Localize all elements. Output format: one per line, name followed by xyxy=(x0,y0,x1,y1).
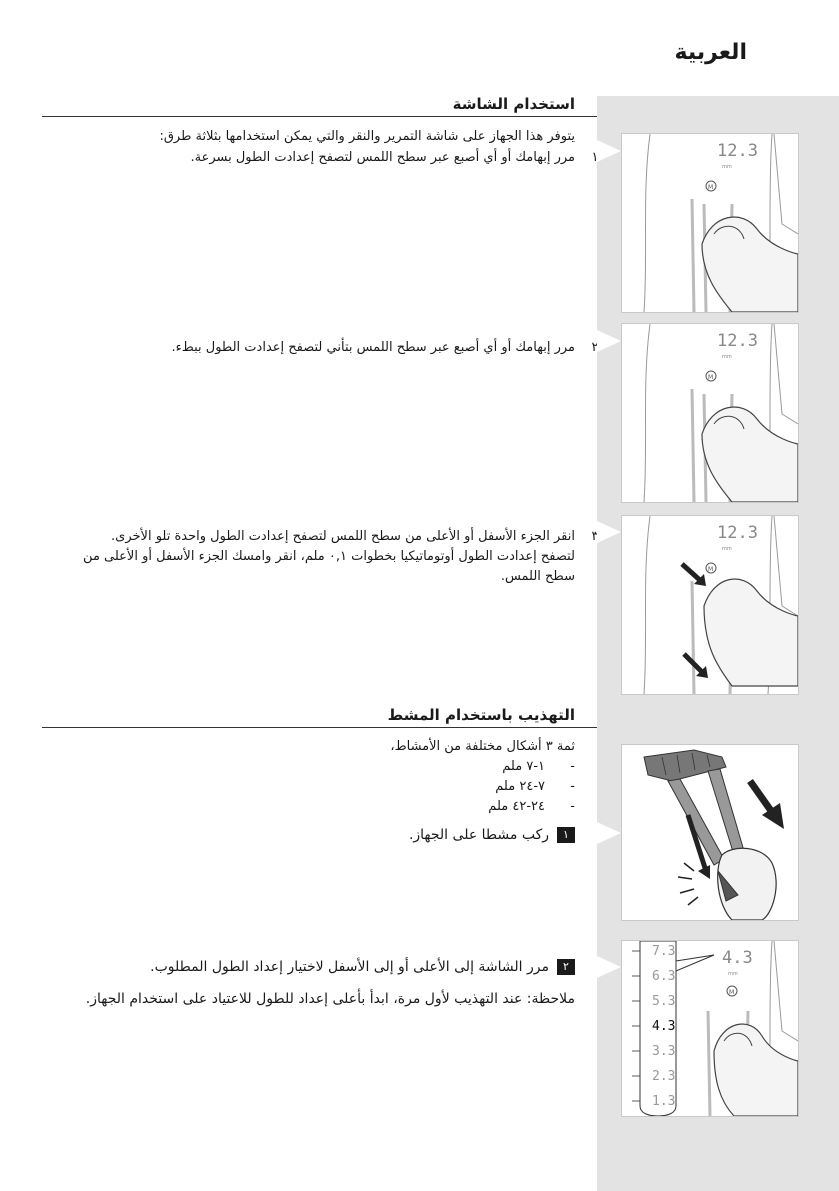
mode-icon: M xyxy=(729,989,735,996)
section-title-trimming-comb: التهذيب باستخدام المشط xyxy=(387,706,575,724)
display-unit: mm xyxy=(722,164,732,170)
comb-intro: ثمة ٣ أشكال مختلفة من الأمشاط، xyxy=(390,739,575,754)
section-rule xyxy=(42,116,597,117)
comb-step-1 xyxy=(55,825,575,845)
display-readout: 12.3 xyxy=(717,331,758,351)
step-number: ٢ xyxy=(591,340,599,355)
comb-range-item: - ٢٤-٤٢ ملم xyxy=(345,797,545,817)
comb-step-2 xyxy=(55,957,575,977)
pointer-triangle xyxy=(597,521,621,543)
step-number: ٣ xyxy=(591,529,599,544)
scale-value: 3.3 xyxy=(652,1044,676,1059)
intro-paragraph: يتوفر هذا الجهاز على شاشة التمرير والنقر والتي يمكن استخدامها بثلاثة طرق: xyxy=(159,129,575,144)
illustration-swipe-slow xyxy=(621,323,799,503)
mode-icon: M xyxy=(708,374,714,381)
scale-value: 2.3 xyxy=(652,1069,676,1084)
display-unit: mm xyxy=(728,971,738,977)
step-text: ركب مشطا على الجهاز. xyxy=(408,827,549,843)
display-readout: 12.3 xyxy=(717,523,758,543)
illustration-swipe-fast xyxy=(621,133,799,313)
section-title-using-display: استخدام الشاشة xyxy=(452,95,575,113)
scale-value: 5.3 xyxy=(652,994,676,1009)
step-text: انقر الجزء الأسفل أو الأعلى من سطح اللمس لتصفح إعدادت الطول واحدة تلو الأخرى. لتصفح إعدادت الطول أوتوماتيكيا بخطوات ٠,١ ملم، انقر وامسك الجزء الأسفل أو الأعلى من سطح اللمس. xyxy=(83,529,575,584)
comb-range-item: - ١-٧ ملم xyxy=(345,757,545,777)
illustration-attach-comb xyxy=(621,744,799,921)
illustration-tap xyxy=(621,515,799,695)
scale-value-selected: 4.3 xyxy=(652,1019,676,1034)
display-unit: mm xyxy=(722,354,732,360)
step-text: مرر الشاشة إلى الأعلى أو إلى الأسفل لاختيار إعداد الطول المطلوب. xyxy=(150,959,549,975)
language-heading: العربية xyxy=(674,40,747,65)
step-number: ١ xyxy=(591,150,599,165)
display-unit: mm xyxy=(722,546,732,552)
step-number-box: ١ xyxy=(557,827,575,843)
step-1 xyxy=(95,148,599,168)
pointer-triangle xyxy=(597,140,621,162)
section-rule xyxy=(42,727,597,728)
step-text: مرر إبهامك أو أي أصبع عبر سطح اللمس لتصفح إعدادت الطول بسرعة. xyxy=(190,150,575,165)
note-paragraph: ملاحظة: عند التهذيب لأول مرة، ابدأ بأعلى إعداد للطول للاعتياد على استخدام الجهاز. xyxy=(85,991,575,1007)
step-text: مرر إبهامك أو أي أصبع عبر سطح اللمس بتأني لتصفح إعدادت الطول ببطء. xyxy=(171,340,575,355)
pointer-triangle xyxy=(597,956,621,978)
display-readout: 4.3 xyxy=(722,948,753,968)
mode-icon: M xyxy=(708,184,714,191)
comb-range-item: - ٧-٢٤ ملم xyxy=(345,777,545,797)
scale-value: 6.3 xyxy=(652,969,676,984)
mode-icon: M xyxy=(708,566,714,573)
step-number-box: ٢ xyxy=(557,959,575,975)
step-3 xyxy=(75,527,599,587)
pointer-triangle xyxy=(597,330,621,352)
display-readout: 12.3 xyxy=(717,141,758,161)
scale-value: 7.3 xyxy=(652,944,676,959)
pointer-triangle xyxy=(597,822,621,844)
comb-range-list xyxy=(345,757,545,817)
scale-value: 1.3 xyxy=(652,1094,676,1109)
illustration-select-length xyxy=(621,940,799,1117)
step-2 xyxy=(95,338,599,358)
